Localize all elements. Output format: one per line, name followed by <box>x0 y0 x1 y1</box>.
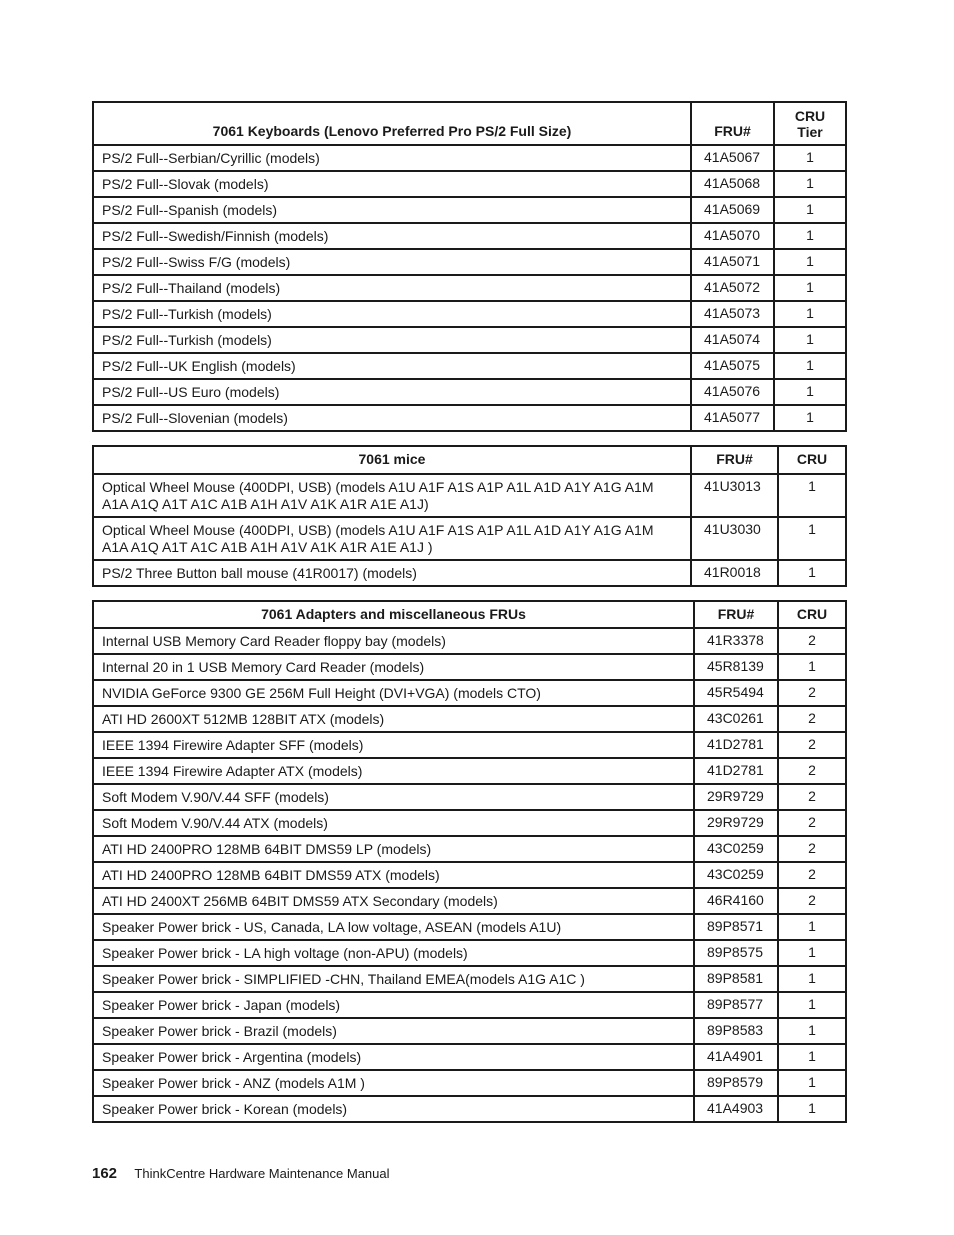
adapters-table-row <box>93 810 846 836</box>
adapters-cru-cell: 2 <box>778 628 846 654</box>
adapters-description-cell: NVIDIA GeForce 9300 GE 256M Full Height (DVI+VGA) (models CTO) <box>93 680 694 706</box>
adapters-cru-cell: 1 <box>778 1096 846 1122</box>
adapters-fru-cell: 45R8139 <box>694 654 778 680</box>
adapters-cru-cell: 1 <box>778 1070 846 1096</box>
adapters-table-row <box>93 914 846 940</box>
keyboards-cru-cell: 1 <box>774 379 846 405</box>
adapters-cru-cell: 1 <box>778 1018 846 1044</box>
adapters-fru-cell: 43C0261 <box>694 706 778 732</box>
adapters-cru-cell: 2 <box>778 732 846 758</box>
keyboards-table-row <box>93 145 846 171</box>
adapters-cru-cell: 1 <box>778 940 846 966</box>
adapters-cru-cell: 2 <box>778 706 846 732</box>
page-number: 162 <box>92 1165 118 1182</box>
adapters-table-row <box>93 732 846 758</box>
keyboards-cru-cell: 1 <box>774 301 846 327</box>
adapters-table-row <box>93 1018 846 1044</box>
keyboards-cru-cell: 1 <box>774 353 846 379</box>
keyboards-fru-cell: 41A5075 <box>691 353 774 379</box>
adapters-fru-cell: 41D2781 <box>694 732 778 758</box>
adapters-description-cell: ATI HD 2400XT 256MB 64BIT DMS59 ATX Secondary (models) <box>93 888 694 914</box>
adapters-cru-cell: 1 <box>778 654 846 680</box>
adapters-cru-cell: 2 <box>778 836 846 862</box>
manual-title: ThinkCentre Hardware Maintenance Manual <box>134 1166 390 1181</box>
adapters-table-row <box>93 992 846 1018</box>
keyboards-table-row <box>93 223 846 249</box>
adapters-fru-cell: 41D2781 <box>694 758 778 784</box>
adapters-table-row <box>93 628 846 654</box>
adapters-table-body <box>93 628 846 1122</box>
adapters-table-row <box>93 836 846 862</box>
adapters-cru-cell: 2 <box>778 680 846 706</box>
adapters-description-cell: Speaker Power brick - LA high voltage (non-APU) (models) <box>93 940 694 966</box>
keyboards-table-row <box>93 249 846 275</box>
adapters-cru-cell: 1 <box>778 992 846 1018</box>
mice-table-row <box>93 560 846 586</box>
mice-table-row <box>93 474 846 517</box>
keyboards-fru-cell: 41A5070 <box>691 223 774 249</box>
keyboards-cru-header: CRU Tier <box>774 102 846 145</box>
keyboards-fru-cell: 41A5072 <box>691 275 774 301</box>
adapters-cru-cell: 2 <box>778 888 846 914</box>
keyboards-description-cell: PS/2 Full--Slovenian (models) <box>93 405 691 431</box>
keyboards-description-cell: PS/2 Full--Serbian/Cyrillic (models) <box>93 145 691 171</box>
mice-cru-cell: 1 <box>778 474 846 517</box>
adapters-table-row <box>93 784 846 810</box>
keyboards-description-header: 7061 Keyboards (Lenovo Preferred Pro PS/2 Full Size) <box>93 102 691 145</box>
adapters-fru-cell: 43C0259 <box>694 862 778 888</box>
adapters-fru-cell: 43C0259 <box>694 836 778 862</box>
keyboards-fru-cell: 41A5068 <box>691 171 774 197</box>
keyboards-cru-cell: 1 <box>774 145 846 171</box>
page-footer <box>92 1165 390 1182</box>
keyboards-fru-cell: 41A5069 <box>691 197 774 223</box>
mice-cru-header: CRU <box>778 446 846 474</box>
adapters-table-row <box>93 966 846 992</box>
keyboards-cru-cell: 1 <box>774 197 846 223</box>
keyboards-description-cell: PS/2 Full--Turkish (models) <box>93 301 691 327</box>
keyboards-fru-cell: 41A5071 <box>691 249 774 275</box>
keyboards-table <box>92 101 847 432</box>
adapters-description-cell: Soft Modem V.90/V.44 ATX (models) <box>93 810 694 836</box>
adapters-fru-cell: 89P8571 <box>694 914 778 940</box>
mice-fru-cell: 41U3013 <box>691 474 778 517</box>
adapters-cru-cell: 1 <box>778 914 846 940</box>
adapters-fru-cell: 89P8577 <box>694 992 778 1018</box>
keyboards-fru-cell: 41A5076 <box>691 379 774 405</box>
adapters-table-row <box>93 862 846 888</box>
adapters-description-cell: ATI HD 2400PRO 128MB 64BIT DMS59 LP (models) <box>93 836 694 862</box>
keyboards-cru-cell: 1 <box>774 171 846 197</box>
mice-fru-cell: 41U3030 <box>691 517 778 560</box>
adapters-fru-header: FRU# <box>694 601 778 628</box>
keyboards-table-row <box>93 405 846 431</box>
adapters-description-cell: Internal USB Memory Card Reader floppy bay (models) <box>93 628 694 654</box>
adapters-cru-cell: 2 <box>778 810 846 836</box>
adapters-cru-cell: 1 <box>778 1044 846 1070</box>
adapters-table-header <box>93 601 846 628</box>
adapters-fru-cell: 89P8575 <box>694 940 778 966</box>
mice-description-cell: PS/2 Three Button ball mouse (41R0017) (models) <box>93 560 691 586</box>
adapters-fru-cell: 41R3378 <box>694 628 778 654</box>
adapters-description-cell: Speaker Power brick - Korean (models) <box>93 1096 694 1122</box>
keyboards-table-row <box>93 353 846 379</box>
adapters-cru-cell: 1 <box>778 966 846 992</box>
keyboards-description-cell: PS/2 Full--US Euro (models) <box>93 379 691 405</box>
mice-description-cell: Optical Wheel Mouse (400DPI, USB) (models A1U A1F A1S A1P A1L A1D A1Y A1G A1M A1A A1Q A1T A1C A1B A1H A1V A1K A1R A1E A1J) <box>93 474 691 517</box>
keyboards-fru-cell: 41A5077 <box>691 405 774 431</box>
adapters-table-row <box>93 1044 846 1070</box>
keyboards-description-cell: PS/2 Full--Turkish (models) <box>93 327 691 353</box>
keyboards-table-header <box>93 102 846 145</box>
keyboards-fru-cell: 41A5074 <box>691 327 774 353</box>
adapters-description-cell: Soft Modem V.90/V.44 SFF (models) <box>93 784 694 810</box>
keyboards-cru-cell: 1 <box>774 327 846 353</box>
adapters-description-cell: IEEE 1394 Firewire Adapter SFF (models) <box>93 732 694 758</box>
keyboards-table-body <box>93 145 846 431</box>
mice-description-header: 7061 mice <box>93 446 691 474</box>
keyboards-fru-cell: 41A5067 <box>691 145 774 171</box>
adapters-cru-cell: 2 <box>778 862 846 888</box>
adapters-description-cell: Speaker Power brick - Argentina (models) <box>93 1044 694 1070</box>
adapters-description-cell: IEEE 1394 Firewire Adapter ATX (models) <box>93 758 694 784</box>
keyboards-fru-cell: 41A5073 <box>691 301 774 327</box>
adapters-description-cell: Speaker Power brick - SIMPLIFIED -CHN, Thailand EMEA(models A1G A1C ) <box>93 966 694 992</box>
keyboards-table-row <box>93 301 846 327</box>
keyboards-description-cell: PS/2 Full--Spanish (models) <box>93 197 691 223</box>
adapters-description-cell: Speaker Power brick - ANZ (models A1M ) <box>93 1070 694 1096</box>
adapters-cru-cell: 2 <box>778 758 846 784</box>
keyboards-table-row <box>93 197 846 223</box>
mice-table-body <box>93 474 846 586</box>
adapters-table-row <box>93 1070 846 1096</box>
adapters-table-row <box>93 1096 846 1122</box>
adapters-table-row <box>93 706 846 732</box>
keyboards-table-row <box>93 275 846 301</box>
keyboards-table-row <box>93 171 846 197</box>
keyboards-cru-cell: 1 <box>774 223 846 249</box>
adapters-table-row <box>93 654 846 680</box>
adapters-description-cell: ATI HD 2400PRO 128MB 64BIT DMS59 ATX (models) <box>93 862 694 888</box>
adapters-fru-cell: 89P8579 <box>694 1070 778 1096</box>
adapters-fru-cell: 89P8583 <box>694 1018 778 1044</box>
adapters-description-header: 7061 Adapters and miscellaneous FRUs <box>93 601 694 628</box>
mice-table-header <box>93 446 846 474</box>
keyboards-fru-header: FRU# <box>691 102 774 145</box>
keyboards-cru-cell: 1 <box>774 275 846 301</box>
keyboards-table-row <box>93 327 846 353</box>
adapters-description-cell: Speaker Power brick - Japan (models) <box>93 992 694 1018</box>
mice-description-cell: Optical Wheel Mouse (400DPI, USB) (models A1U A1F A1S A1P A1L A1D A1Y A1G A1M A1A A1Q A1T A1C A1B A1H A1V A1K A1R A1E A1J ) <box>93 517 691 560</box>
keyboards-description-cell: PS/2 Full--Slovak (models) <box>93 171 691 197</box>
keyboards-cru-cell: 1 <box>774 405 846 431</box>
keyboards-description-cell: PS/2 Full--Swiss F/G (models) <box>93 249 691 275</box>
adapters-fru-cell: 45R5494 <box>694 680 778 706</box>
adapters-fru-cell: 41A4901 <box>694 1044 778 1070</box>
keyboards-table-row <box>93 379 846 405</box>
adapters-description-cell: Internal 20 in 1 USB Memory Card Reader (models) <box>93 654 694 680</box>
mice-cru-cell: 1 <box>778 517 846 560</box>
adapters-description-cell: Speaker Power brick - US, Canada, LA low voltage, ASEAN (models A1U) <box>93 914 694 940</box>
keyboards-description-cell: PS/2 Full--UK English (models) <box>93 353 691 379</box>
adapters-description-cell: ATI HD 2600XT 512MB 128BIT ATX (models) <box>93 706 694 732</box>
keyboards-description-cell: PS/2 Full--Swedish/Finnish (models) <box>93 223 691 249</box>
mice-fru-header: FRU# <box>691 446 778 474</box>
adapters-fru-cell: 46R4160 <box>694 888 778 914</box>
adapters-fru-cell: 29R9729 <box>694 784 778 810</box>
adapters-description-cell: Speaker Power brick - Brazil (models) <box>93 1018 694 1044</box>
adapters-cru-cell: 2 <box>778 784 846 810</box>
adapters-table-row <box>93 940 846 966</box>
keyboards-cru-cell: 1 <box>774 249 846 275</box>
adapters-cru-header: CRU <box>778 601 846 628</box>
adapters-fru-cell: 41A4903 <box>694 1096 778 1122</box>
adapters-fru-cell: 29R9729 <box>694 810 778 836</box>
mice-cru-cell: 1 <box>778 560 846 586</box>
adapters-table-row <box>93 680 846 706</box>
mice-fru-cell: 41R0018 <box>691 560 778 586</box>
adapters-table-row <box>93 888 846 914</box>
adapters-fru-cell: 89P8581 <box>694 966 778 992</box>
mice-table <box>92 445 847 587</box>
adapters-table <box>92 600 847 1123</box>
keyboards-description-cell: PS/2 Full--Thailand (models) <box>93 275 691 301</box>
mice-table-row <box>93 517 846 560</box>
adapters-table-row <box>93 758 846 784</box>
